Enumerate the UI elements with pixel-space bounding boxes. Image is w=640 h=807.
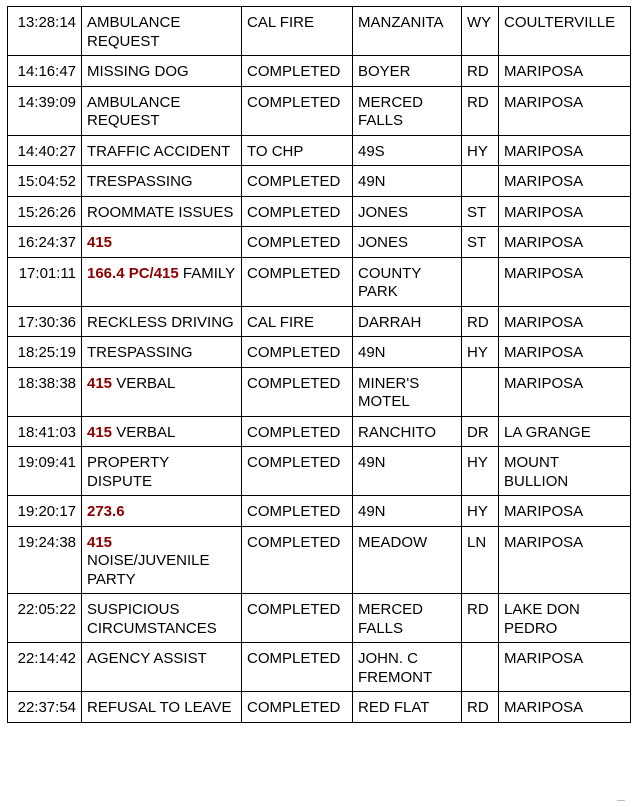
call-description: TRAFFIC ACCIDENT [87, 142, 231, 160]
call-time: 19:09:41 [8, 447, 82, 496]
city-name: COULTERVILLE [499, 7, 631, 56]
call-time: 18:25:19 [8, 337, 82, 368]
street-suffix: RD [462, 56, 499, 87]
call-description: TRESPASSING [87, 344, 193, 361]
call-description: TRESPASSING [87, 173, 193, 190]
street-suffix: LN [462, 526, 499, 594]
call-type [82, 306, 242, 337]
call-type [82, 227, 242, 258]
street-name: MERCED FALLS [353, 86, 462, 135]
table-row [8, 416, 631, 447]
call-description: VERBAL [112, 423, 176, 441]
call-time: 16:24:37 [8, 227, 82, 258]
call-type [82, 337, 242, 368]
table-row [8, 594, 631, 643]
street-name: MINER'S MOTEL [353, 367, 462, 416]
call-time: 22:05:22 [8, 594, 82, 643]
table-row [8, 166, 631, 197]
street-suffix: RD [462, 594, 499, 643]
call-disposition: COMPLETED [242, 227, 353, 258]
street-suffix: ST [462, 227, 499, 258]
call-time: 14:40:27 [8, 135, 82, 166]
call-description: REFUSAL TO LEAVE [87, 699, 232, 716]
city-name: MARIPOSA [499, 257, 631, 306]
street-name: BOYER [353, 56, 462, 87]
city-name: MARIPOSA [499, 496, 631, 527]
call-type [82, 447, 242, 496]
city-name: MOUNT BULLION [499, 447, 631, 496]
call-type [82, 56, 242, 87]
city-name: MARIPOSA [499, 526, 631, 594]
page-corner-mark [617, 800, 625, 801]
street-suffix: ST [462, 196, 499, 227]
call-disposition: COMPLETED [242, 367, 353, 416]
call-disposition: COMPLETED [242, 166, 353, 197]
call-time: 15:04:52 [8, 166, 82, 197]
call-time: 18:41:03 [8, 416, 82, 447]
street-suffix: RD [462, 86, 499, 135]
call-description: VERBAL [112, 374, 176, 392]
table-row [8, 496, 631, 527]
table-row [8, 257, 631, 306]
table-row [8, 135, 631, 166]
call-disposition: COMPLETED [242, 257, 353, 306]
call-disposition: TO CHP [242, 135, 353, 166]
table-row [8, 306, 631, 337]
street-name: DARRAH [353, 306, 462, 337]
call-time: 14:39:09 [8, 86, 82, 135]
call-type [82, 135, 242, 166]
street-name: MERCED FALLS [353, 594, 462, 643]
table-row [8, 86, 631, 135]
call-disposition: COMPLETED [242, 643, 353, 692]
city-name: MARIPOSA [499, 86, 631, 135]
call-description: ROOMMATE ISSUES [87, 203, 234, 221]
penal-code: 166.4 PC/415 [87, 264, 179, 282]
penal-code: 415 [87, 374, 113, 392]
call-description: AMBULANCE REQUEST [87, 14, 181, 50]
street-suffix: RD [462, 306, 499, 337]
call-time: 19:24:38 [8, 526, 82, 594]
city-name: MARIPOSA [499, 306, 631, 337]
call-disposition: COMPLETED [242, 447, 353, 496]
street-suffix: HY [462, 496, 499, 527]
call-disposition: CAL FIRE [242, 306, 353, 337]
call-disposition: COMPLETED [242, 416, 353, 447]
call-type [82, 257, 242, 306]
call-type [82, 416, 242, 447]
street-suffix [462, 643, 499, 692]
penal-code: 415 [87, 533, 113, 551]
call-time: 19:20:17 [8, 496, 82, 527]
call-type [82, 594, 242, 643]
city-name: MARIPOSA [499, 135, 631, 166]
city-name: MARIPOSA [499, 166, 631, 197]
call-disposition: COMPLETED [242, 196, 353, 227]
call-time: 18:38:38 [8, 367, 82, 416]
call-time: 17:30:36 [8, 306, 82, 337]
penal-code: 415 [87, 423, 113, 441]
street-suffix [462, 166, 499, 197]
table-row [8, 367, 631, 416]
street-name: 49N [353, 337, 462, 368]
street-name: RED FLAT [353, 692, 462, 723]
table-row [8, 447, 631, 496]
call-disposition: COMPLETED [242, 86, 353, 135]
call-type [82, 367, 242, 416]
street-name: MANZANITA [353, 7, 462, 56]
call-type [82, 166, 242, 197]
street-suffix: WY [462, 7, 499, 56]
street-name: RANCHITO [353, 416, 462, 447]
street-name: MEADOW [353, 526, 462, 594]
street-name: JONES [353, 227, 462, 258]
call-description: MISSING DOG [87, 63, 189, 80]
call-log-table [7, 6, 631, 723]
call-description: SUSPICIOUS CIRCUMSTANCES [87, 601, 217, 637]
call-description: AMBULANCE REQUEST [87, 93, 181, 129]
call-type [82, 7, 242, 56]
call-disposition: COMPLETED [242, 526, 353, 594]
street-suffix [462, 367, 499, 416]
call-time: 15:26:26 [8, 196, 82, 227]
call-type [82, 496, 242, 527]
call-log-body [8, 7, 631, 723]
street-name: 49N [353, 447, 462, 496]
city-name: LAKE DON PEDRO [499, 594, 631, 643]
call-disposition: COMPLETED [242, 594, 353, 643]
table-row [8, 526, 631, 594]
street-suffix: HY [462, 447, 499, 496]
table-row [8, 337, 631, 368]
call-disposition: CAL FIRE [242, 7, 353, 56]
street-name: 49N [353, 496, 462, 527]
call-time: 13:28:14 [8, 7, 82, 56]
call-disposition: COMPLETED [242, 337, 353, 368]
street-name: JOHN. C FREMONT [353, 643, 462, 692]
call-time: 22:37:54 [8, 692, 82, 723]
call-type [82, 526, 242, 594]
street-name: 49S [353, 135, 462, 166]
call-type [82, 692, 242, 723]
table-row [8, 7, 631, 56]
call-disposition: COMPLETED [242, 692, 353, 723]
call-description: RECKLESS DRIVING [87, 313, 234, 331]
city-name: MARIPOSA [499, 643, 631, 692]
penal-code: 415 [87, 234, 113, 251]
table-row [8, 643, 631, 692]
table-row [8, 227, 631, 258]
city-name: MARIPOSA [499, 692, 631, 723]
call-disposition: COMPLETED [242, 496, 353, 527]
city-name: MARIPOSA [499, 367, 631, 416]
call-type [82, 643, 242, 692]
call-description: FAMILY [178, 264, 236, 282]
penal-code: 273.6 [87, 503, 125, 520]
call-type [82, 196, 242, 227]
table-row [8, 56, 631, 87]
table-row [8, 692, 631, 723]
city-name: MARIPOSA [499, 337, 631, 368]
street-suffix: RD [462, 692, 499, 723]
call-description: NOISE/JUVENILE PARTY [87, 552, 210, 588]
call-description: PROPERTY DISPUTE [87, 454, 169, 490]
call-description: AGENCY ASSIST [87, 650, 207, 667]
city-name: MARIPOSA [499, 196, 631, 227]
city-name: MARIPOSA [499, 56, 631, 87]
street-name: COUNTY PARK [353, 257, 462, 306]
call-time: 22:14:42 [8, 643, 82, 692]
street-name: JONES [353, 196, 462, 227]
call-time: 17:01:11 [8, 257, 82, 306]
street-suffix: HY [462, 135, 499, 166]
street-suffix [462, 257, 499, 306]
call-disposition: COMPLETED [242, 56, 353, 87]
street-name: 49N [353, 166, 462, 197]
street-suffix: DR [462, 416, 499, 447]
city-name: LA GRANGE [499, 416, 631, 447]
street-suffix: HY [462, 337, 499, 368]
table-row [8, 196, 631, 227]
call-type [82, 86, 242, 135]
call-time: 14:16:47 [8, 56, 82, 87]
city-name: MARIPOSA [499, 227, 631, 258]
call-log [7, 6, 631, 723]
